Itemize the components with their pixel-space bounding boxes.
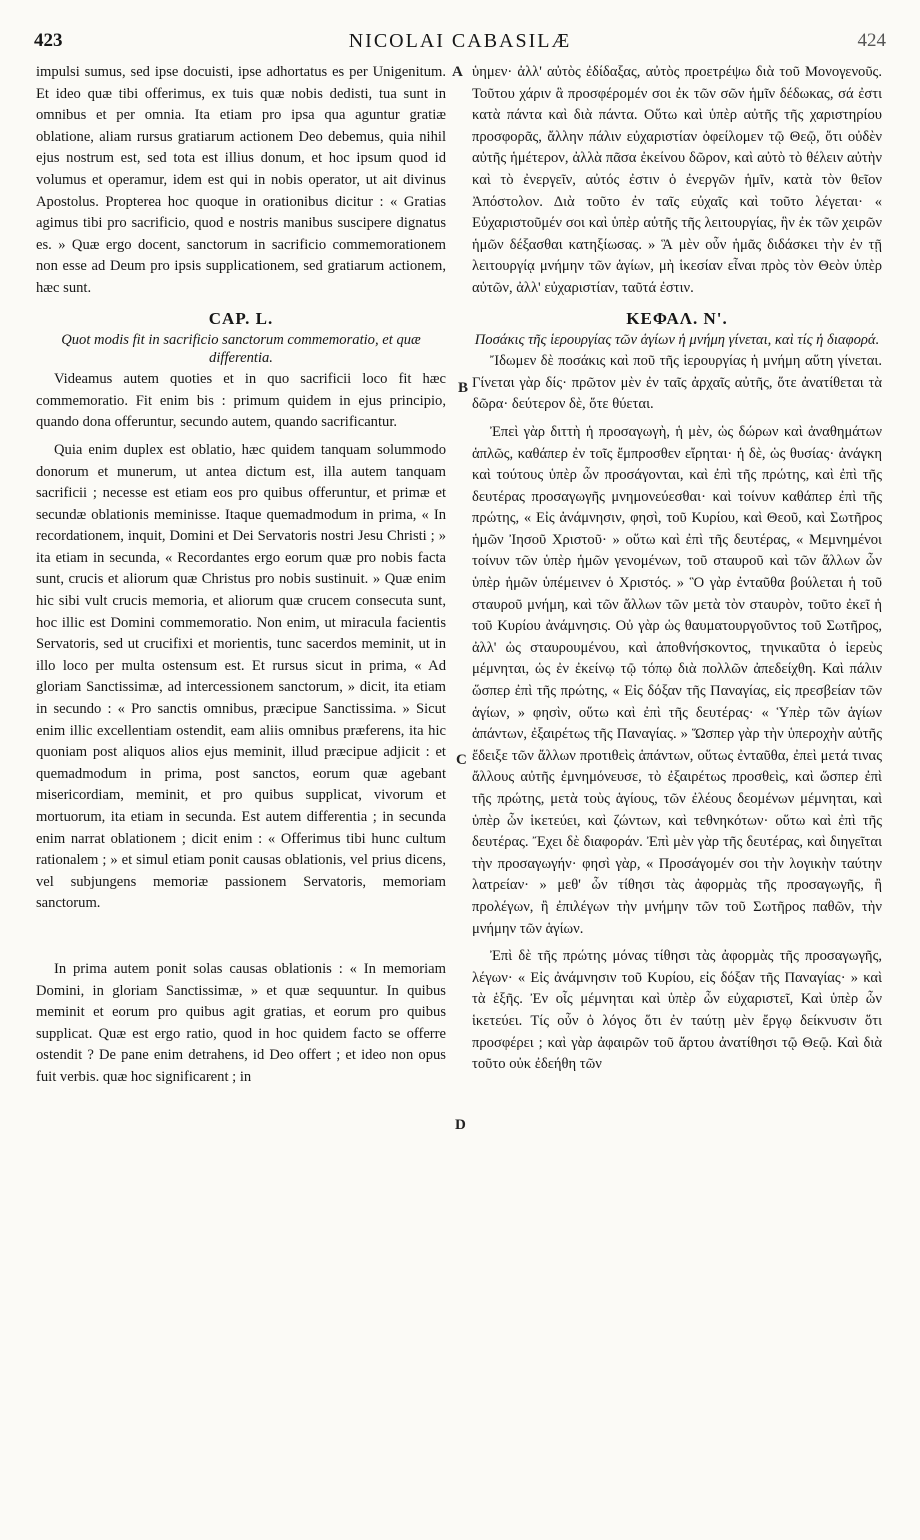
latin-column	[36, 62, 446, 1089]
margin-marker-c: C	[456, 752, 467, 768]
latin-paragraph-1: impulsi sumus, sed ipse docuisti, ipse adhortatus es per Unigenitum. Et ideo quæ tibi offerimus, ex tuis quæ nobis dedisti, tua sunt in omnibus et per omnia. Ita etiam pro ipsa qua aguntur gratiæ oblatione, aliam rursus gratiarum actionem Deo debemus, quia nihil ejus nostrum est, sed tota est illius donum, et hoc ipsum quod id volumus et operamur, idem est qui in nobis operator, ut ait divinus Apostolus. Propterea hoc quoque in orationibus dicitur : « Gratias agimus tibi pro sacrificio, quod e nostris manibus suscipere dignatus es. » Quæ ergo docent, sanctorum in sacrificio commemorationem non esse ad Deum pro ipsis supplicationem, sed gratiarum actionem, hæc sunt.	[36, 64, 446, 296]
margin-marker-a: A	[452, 64, 463, 80]
latin-chapter-heading: CAP. L.	[208, 308, 274, 328]
latin-paragraph-4: In prima autem ponit solas causas oblationis : « In memoriam Domini, in gloriam Sanctissimæ, » et quæ sequuntur. In quibus meminit et eorum pro quibus agit gratias, et eorum pro quibus supplicat. Quæ est ergo ratio, quod in hoc quidem facto se offerre ostendit ? De pane enim detrahens, id Deo offert ; et ideo non opus fuit verbis. quæ hoc significarent ; in	[36, 960, 446, 1085]
greek-column	[472, 62, 882, 1076]
latin-chapter-title: Quot modis fit in sacrificio sanctorum commemoratio, et quæ differentia.	[61, 332, 421, 367]
margin-marker-b: B	[458, 380, 469, 396]
running-head: NICOLAI CABASILÆ	[348, 30, 572, 52]
greek-paragraph-2: Ἴδωμεν δὲ ποσάκις καὶ ποῦ τῆς ἱερουργίας ἡ μνήμη αὕτη γίνεται. Γίνεται γὰρ δίς· πρῶτον μὲν ἐν ταῖς ἀρχαῖς αὐτῆς, ὅτε ἀνατίθεται τὰ δῶρα· δεύτερον δὲ, ὅτε θύεται.	[472, 353, 882, 413]
greek-paragraph-4: Ἐπὶ δὲ τῆς πρώτης μόνας τίθησι τὰς ἀφορμὰς τῆς προσαγωγῆς, λέγων· « Εἰς ἀνάμνησιν τοῦ Κυρίου, εἰς δόξαν τῆς Παναγίας· » καὶ τὰ ἑξῆς. Ἐν οἷς μέμνηται καὶ ὑπὲρ ὧν εὐχαριστεῖ, Καὶ ὑπὲρ ὧν ἱκετεύει. Τίς οὖν ὁ λόγος ὅτι ἐν ταύτῃ μὲν ἔργῳ δείκνυσιν ὅτι προσφέρει ; καὶ γὰρ ἀφαιρῶν τοῦ ἄρτου ἀνατίθησι τῷ Θεῷ. Καὶ διὰ τοῦτο οὐκ ἐδεήθη τῶν	[472, 948, 882, 1073]
greek-paragraph-3: Ἐπεὶ γὰρ διττὴ ἡ προσαγωγὴ, ἡ μὲν, ὡς δώρων καὶ ἀναθημάτων ἁπλῶς, καθάπερ ἐν τοῖς ἔμπροσθεν εἴρηται· ἡ δὲ, ὡς θυσίας· ἀνάγκη καὶ τούτους ὑπὲρ ὧν προσάγονται, καὶ ἐπὶ τῆς πρώτης, καὶ ἐπὶ τῆς δευτέρας προσαγωγῆς μνημονεύεσθαι· καὶ τοίνυν καθάπερ ἐπὶ τῆς πρώτης, « Εἰς ἀνάμνησιν, φησὶ, τοῦ Κυρίου, καὶ Θεοῦ, καὶ Σωτῆρος ἡμῶν Ἰησοῦ Χριστοῦ· » οὕτω καὶ ἐπὶ τῆς δευτέρας, « Μεμνημένοι τοίνυν τῶν ὑπὲρ ἡμῶν γενομένων, τοῦ σταυροῦ καὶ τῶν ἄλλων ὧν ὑπὲρ ἡμῶν ὑπέμεινεν ὁ Χριστός. » Ὃ γὰρ ἐνταῦθα βούλεται ἡ τοῦ σταυροῦ μνήμη, καὶ τῶν ἄλλων τῶν μετὰ τὸν σταυρὸν, τοῦτο ἐκεῖ ἡ τοῦ Κυρίου ἀνάμνησις. Οὐ γὰρ ὡς θαυματουργοῦντος τοῦ Σωτῆρος, ἀλλ' ὡς σταυρουμένου, καὶ ἀποθνήσκοντος, τηνικαῦτα ὁ ἱερεὺς μέμνηται, ὡς ἐν ἐκείνῳ τῷ τόπῳ διὰ πολλῶν ἀπεδείχθη. Καὶ πάλιν ὥσπερ ἐπὶ τῆς πρώτης, « Εἰς δόξαν τῆς Παναγίας, εἰς πρεσβείαν τῶν ἁγίων, » φησὶν, οὕτω καὶ ἐπὶ τῆς δευτέρας· « Ὑπὲρ τῶν ἁγίων ἁπάντων, ἐξαιρέτως τῆς Παναγίας. » Ὥσπερ γὰρ τὴν ὑπεροχὴν αὐτῆς ἔδειξε τῶν ἄλλων προτιθεὶς ἁπάντων, οὕτως ἐνταῦθα, ἐπεὶ μετά τινας ἄλλους αὐτῆς ἐμνημόνευσε, τὸ ἐξαιρέτως προσθεὶς, καὶ ὥσπερ ἐπὶ τῆς πρώτης, μετὰ τοὺς ἁγίους, τῶν ἐλέους δεομένων μέμνηται, καὶ ὑπὲρ ὧν ἱκετεύει, καὶ ζώντων, καὶ τεθνηκότων· οὕτω καὶ ἐπὶ τῆς δευτέρας. Ἔχει δὲ διαφοράν. Ἐπὶ μὲν γὰρ τῆς δευτέρας, καὶ διηγεῖται τὴν προσαγωγήν· φησὶ γὰρ, « Προσάγομέν σοι τὴν λογικὴν ταύτην λατρείαν· » μεθ' ὧν τίθησι τὰς ἀφορμὰς τῆς προσαγωγῆς, ἢ προλέγων, ἢ ἐπιλέγων τὴν μνήμην τῶν τοῦ Σωτῆρος παθῶν, τὴν μνήμην τῶν ἁγίων.	[472, 423, 882, 937]
margin-marker-d: D	[455, 1117, 466, 1133]
greek-chapter-title: Ποσάκις τῆς ἱερουργίας τῶν ἁγίων ἡ μνήμη γίνεται, καὶ τίς ἡ διαφορά.	[474, 332, 880, 349]
latin-paragraph-2: Videamus autem quoties et in quo sacrificii loco fit hæc commemoratio. Fit enim bis : primum quidem in ejus principio, quando dona offeruntur, secundo autem, quando sacrificantur.	[36, 371, 446, 431]
greek-paragraph-1: ὑημεν· ἀλλ' αὐτὸς ἐδίδαξας, αὐτὸς προετρέψω διὰ τοῦ Μονογενοῦς. Τοῦτου χάριν ἃ προσφέρομέν σοι ἐκ τῶν σῶν ἡμῖν δέδωκας, σά ἐστι κατὰ πάντα καὶ διὰ πάντα. Οὕτω καὶ ὑπὲρ αὐτῆς τῆς χαριστηρίου προσφορᾶς, ἄλλην πάλιν εὐχαριστίαν ὀφείλομεν τῷ Θεῷ, ὅτι οὐδὲν αὐτῆς ἡμέτερον, ἀλλὰ πᾶσα ἐκείνου δῶρον, καὶ αὐτὸ τὸ θέλειν αὐτὴν καὶ τὸ ἐνεργεῖν, αὐτός ἐστιν ὁ ἐνεργῶν ἡμῖν, κατὰ τὸν θεῖον Ἀπόστολον. Διὰ τοῦτο ἐν ταῖς εὐχαῖς καὶ τοῦτο λέγεται· « Εὐχαριστοῦμέν σοι καὶ ὑπὲρ αὐτῆς τῆς λειτουργίας, ἣν ἐκ τῶν χειρῶν ἡμῶν δέξασθαι κατηξίωσας. » Ἃ μὲν οὖν ἡμᾶς διδάσκει τὴν ἐν τῇ λειτουργίᾳ μνήμην τῶν ἁγίων, μὴ ἱκεσίαν εἶναι πρὸς τὸν Θεὸν ὑπὲρ αὐτῶν, ἀλλ' εὐχαριστίαν, ταῦτά ἐστιν.	[472, 64, 882, 296]
greek-chapter-heading: ΚΕΦΑΛ. Ν'.	[626, 308, 728, 328]
page-header	[34, 30, 886, 60]
page-number-right: 424	[857, 30, 886, 51]
page-number-left: 423	[34, 30, 63, 51]
latin-paragraph-3: Quia enim duplex est oblatio, hæc quidem tanquam solummodo donorum et munerum, ut antea dictum est, illa autem tanquam sacrificii ; necesse est etiam eos pro quibus offeruntur, et primæ et secundæ oblationis meminisse. Itaque quemadmodum in prima, « In recordationem, inquit, Domini et Dei Servatoris nostri Jesu Christi ; » ita etiam in secunda, « Recordantes ergo eorum quæ pro nobis facta sunt, crucis et aliorum quæ Christus pro nobis sustinuit. » Quæ enim hic sibi vult crucis memoria, et aliorum quæ crucem consecuta sunt, hoc illic est Domini commemoratio. Non enim, ut miracula facientis Servatoris, sed ut crucifixi et morientis, tunc sacerdos meminit, ut in illo loco per multa ostensum est. Et rursus sicut in prima, « Ad gloriam Sanctissimæ, ad intercessionem sanctorum, » dicit, ita etiam in secundo : « Pro sanctis omnibus, præcipue Sanctissima. » Sicut enim illic excellentiam ostendit, eam aliis omnibus præferens, ita hic quoniam post aliquos alios ejus meminit, illud præcipue adjicit : et quemadmodum in prima, post sanctos, eorum quæ agebant misericordiam, meminit, et pro quibus supplicat, vivorum et mortuorum, ita etiam in secunda. Est autem differentia ; in secunda enim narrat oblationem ; dicit enim : « Offerimus tibi hunc cultum rationalem ; » et simul etiam ponit causas oblationis, vel prius dicens, vel subjungens memoriæ passionem Servatoris, memoriam sanctorum.	[36, 441, 446, 912]
